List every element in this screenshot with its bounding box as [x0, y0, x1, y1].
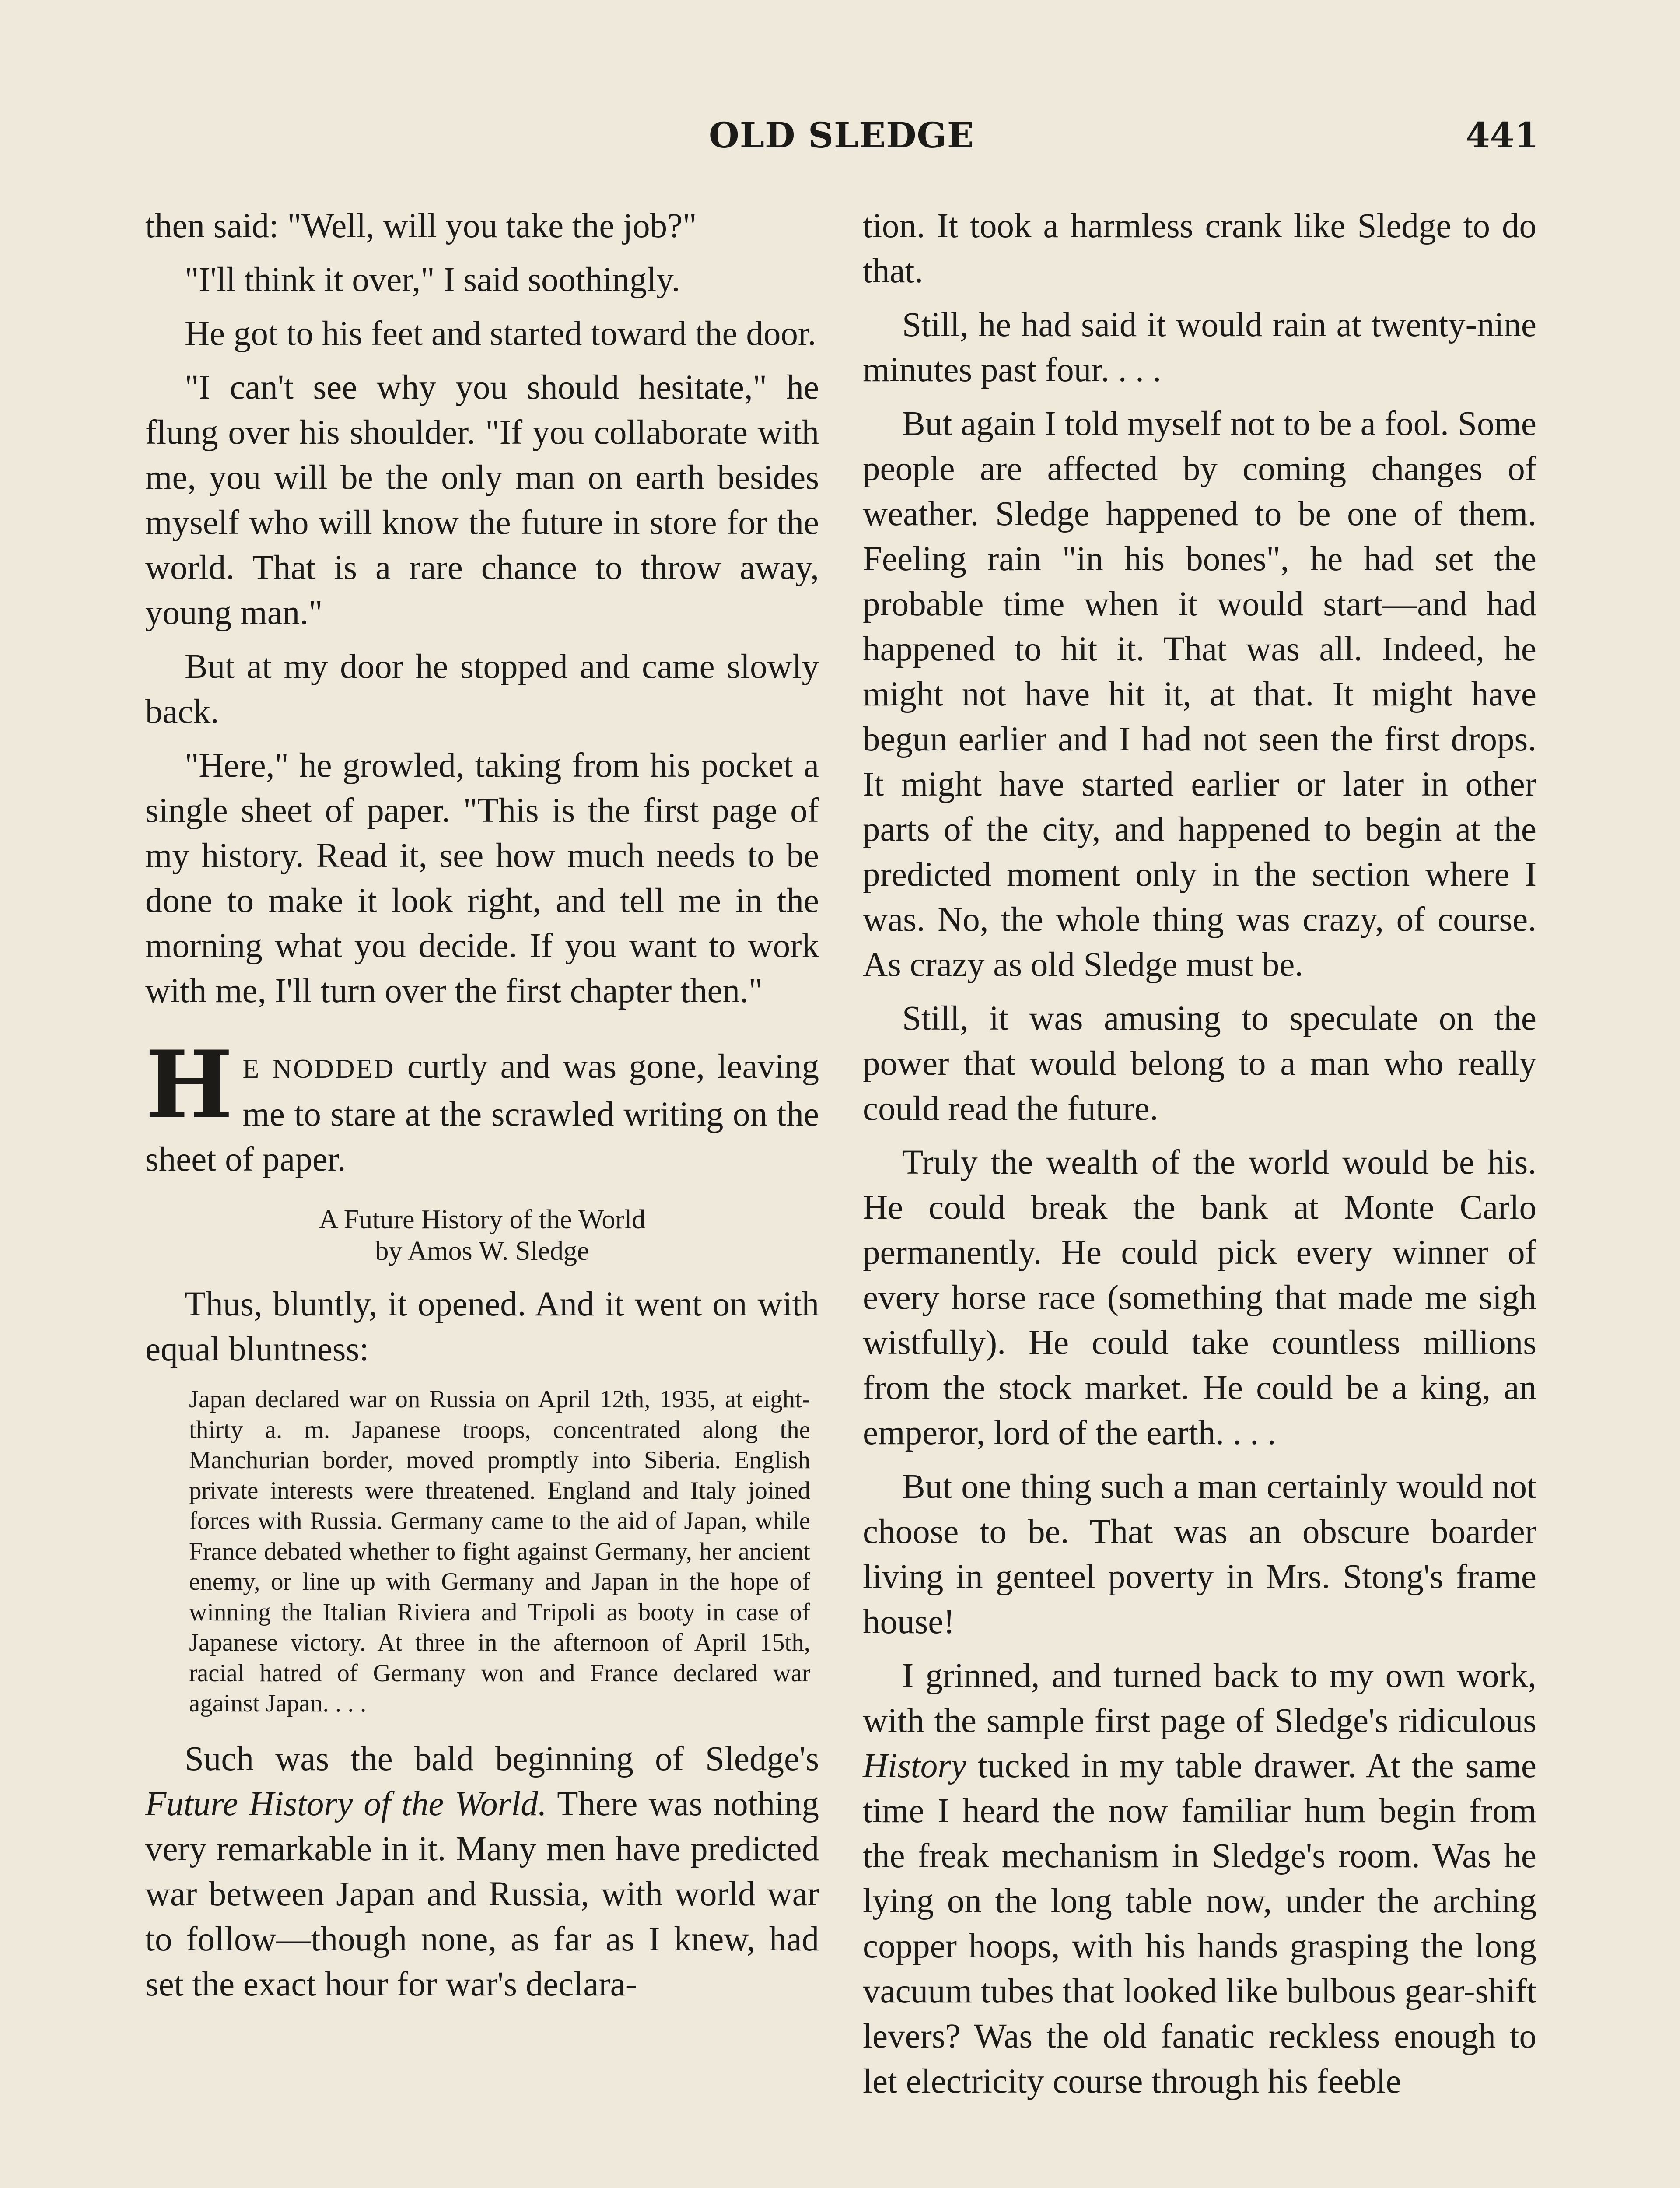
paragraph: He got to his feet and started toward the door.: [185, 315, 816, 353]
small-caps-lead: E NODDED: [242, 1054, 395, 1084]
drop-cap: H: [145, 1030, 233, 1139]
paragraph-text: There was nothing very remarkable in it. Many men have predicted war between Japan and Russia, with world war to follow—though none, as far as I knew, had set the exact hour for war's declara-: [145, 1785, 819, 2003]
paragraph: Truly the wealth of the world would be his. He could break the bank at Monte Carlo permanently. He could pick every winner of every horse race (something that made me sigh wistfully). He could take countless millions from the stock market. He could be a king, an emperor, lord of the earth. . . .: [863, 1143, 1536, 1452]
paragraph: Thus, bluntly, it opened. And it went on with equal bluntness:: [145, 1285, 819, 1368]
paragraph: "I'll think it over," I said soothingly.: [185, 261, 680, 299]
italic-title: History: [863, 1747, 966, 1785]
paragraph: "I can't see why you should hesitate," he flung over his shoulder. "If you collaborate with me, you will be the only man on earth besides myself who will know the future in store for the world. That is a rare chance to throw away, young man.": [145, 368, 819, 632]
paragraph-text: curtly and was gone, leaving me to stare at the scrawled writing on the sheet of paper.: [145, 1048, 819, 1178]
work-title: [145, 1204, 819, 1267]
paragraph: then said: "Well, will you take the job?": [145, 207, 697, 245]
page-number: 441: [1466, 115, 1539, 156]
paragraph-text: tucked in my table drawer. At the same time I heard the now familiar hum begin from the freak mechanism in Sledge's room. Was he lying on the long table now, under the arching copper hoops, with his hands grasping the long vacuum tubes that looked like bulbous gear-shift levers? Was the old fanatic reckless enough to let electricity course through his feeble: [863, 1747, 1536, 2100]
dropcap-paragraph: [145, 1030, 819, 1182]
paragraph: But at my door he stopped and came slowly back.: [145, 648, 819, 731]
work-byline: by Amos W. Sledge: [375, 1236, 589, 1266]
paragraph: Still, it was amusing to speculate on the power that would belong to a man who really could read the future.: [863, 999, 1536, 1128]
paragraph: [145, 1736, 819, 2007]
left-column: [145, 203, 819, 2016]
paragraph-text: I grinned, and turned back to my own work, with the sample first page of Sledge's ridiculous: [863, 1657, 1536, 1740]
right-column: [863, 203, 1536, 2113]
running-title: OLD SLEDGE: [709, 115, 974, 156]
paragraph: But one thing such a man certainly would not choose to be. That was an obscure boarder living in genteel poverty in Mrs. Stong's frame house!: [863, 1468, 1536, 1641]
work-title-line: A Future History of the World: [318, 1205, 646, 1234]
paragraph: But again I told myself not to be a fool. Some people are affected by coming changes of weather. Sledge happened to be one of them. Feeling rain "in his bones", he had set the probable time when it would start—and had happened to hit it. That was all. Indeed, he might not have hit it, at that. It might have begun earlier and I had not seen the first drops. It might have started earlier or later in other parts of the city, and happened to begin at the predicted moment only in the section where I was. No, the whole thing was crazy, of course. As crazy as old Sledge must be.: [863, 405, 1536, 984]
quoted-history-text: Japan declared war on Russia on April 12th, 1935, at eight-thirty a. m. Japanese troops, concentrated along the Manchurian border, moved promptly into Siberia. English private interests were threatened. England and Italy joined forces with Russia. Germany came to the aid of Japan, while France debated whether to fight against Germany, her ancient enemy, or line up with Germany and Japan in the hope of winning the Italian Riviera and Tripoli as booty in case of Japanese victory. At three in the afternoon of April 15th, racial hatred of Germany won and France declared war against Japan. . . .: [189, 1385, 810, 1717]
paragraph: tion. It took a harmless crank like Sledge to do that.: [863, 207, 1536, 290]
paragraph: "Here," he growled, taking from his pocket a single sheet of paper. "This is the first page of my history. Read it, see how much needs to be done to make it look right, and tell me in the morning what you decide. If you want to work with me, I'll turn over the first chapter then.": [145, 747, 819, 1010]
paragraph: Still, he had said it would rain at twenty-nine minutes past four. . . .: [863, 306, 1536, 389]
paragraph: [863, 1653, 1536, 2104]
paragraph-text: Such was the bald beginning of Sledge's: [185, 1739, 819, 1778]
italic-title: Future History of the World.: [145, 1785, 547, 1823]
